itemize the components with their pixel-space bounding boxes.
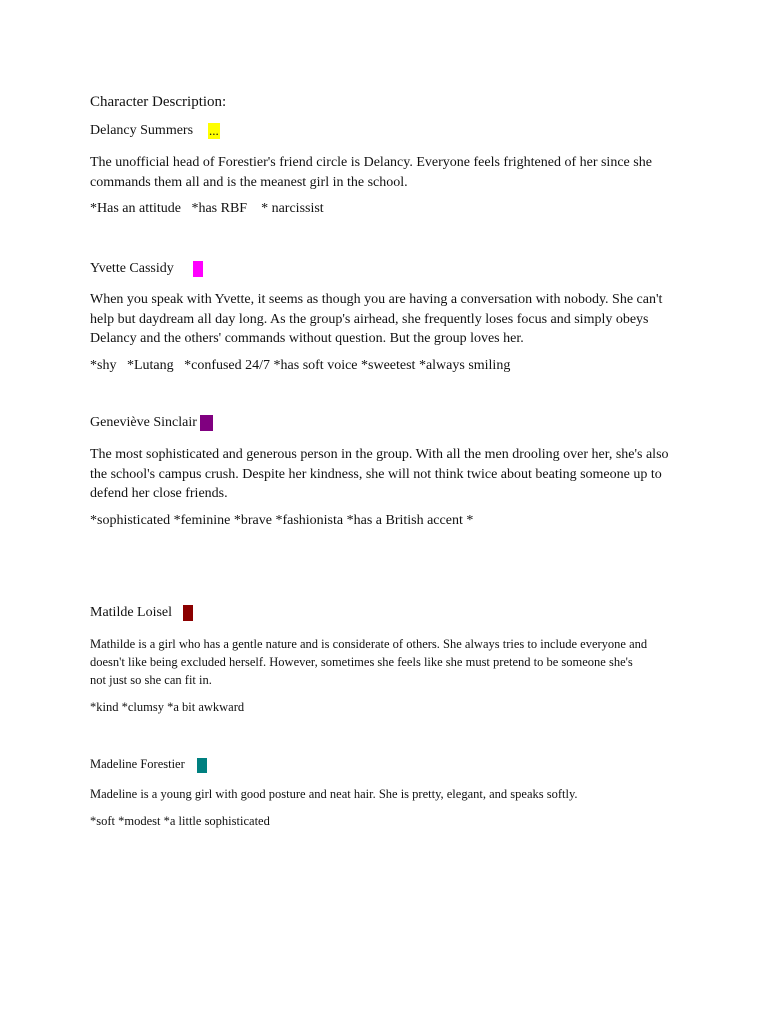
character-name-delancy: [90, 123, 220, 139]
description-line: not just so she can fit in.: [90, 673, 212, 687]
description-line: Madeline is a young girl with good posture and neat hair. She is pretty, elegant, and speaks softly.: [90, 787, 578, 801]
yellow-color-marker: ...: [209, 123, 219, 138]
character-name-label: Madeline Forestier: [90, 757, 185, 771]
character-description-matilde: [90, 635, 690, 689]
description-line: defend her close friends.: [90, 486, 228, 501]
description-line: help but daydream all day long. As the group's airhead, she frequently loses focus and simply obeys: [90, 311, 649, 327]
character-name-matilde: [90, 605, 193, 621]
purple-color-marker: [200, 415, 213, 431]
character-name-label: Geneviève Sinclair: [90, 415, 197, 431]
magenta-color-marker: [193, 261, 203, 277]
character-name-yvette: [90, 261, 203, 277]
character-description-delancy: [90, 153, 690, 192]
description-line: The most sophisticated and generous person in the group. With all the men drooling over her, she's also: [90, 447, 669, 462]
dark-red-color-marker: [183, 605, 193, 621]
character-name-madeline: [90, 757, 207, 773]
description-line: the school's campus crush. Despite her kindness, she will not think twice about beating someone up to: [90, 466, 662, 482]
character-description-genevieve: [90, 445, 690, 504]
page-title: Character Description:: [90, 94, 227, 110]
description-line: doesn't like being excluded herself. However, sometimes she feels like she must pretend to be someone she's: [90, 655, 633, 669]
description-line: Delancy and the others' commands without question. But the group loves her.: [90, 331, 524, 346]
teal-color-marker: [197, 758, 207, 773]
description-line: Mathilde is a girl who has a gentle nature and is considerate of others. She always tries to include everyone and: [90, 637, 648, 651]
character-traits-delancy: *Has an attitude *has RBF * narcissist: [90, 201, 324, 216]
character-name-label: Delancy Summers: [90, 123, 194, 139]
description-line: The unofficial head of Forestier's friend circle is Delancy. Everyone feels frightened of her since she: [90, 155, 652, 170]
description-line: commands them all and is the meanest girl in the school.: [90, 174, 408, 190]
character-description-madeline: [90, 785, 690, 803]
character-traits-genevieve: *sophisticated *feminine *brave *fashionista *has a British accent *: [90, 513, 474, 528]
character-traits-yvette: *shy *Lutang *confused 24/7 *has soft voice *sweetest *always smiling: [90, 358, 511, 373]
character-name-label: Matilde Loisel: [90, 605, 173, 621]
character-traits-matilde: *kind *clumsy *a bit awkward: [90, 700, 245, 714]
character-name-label: Yvette Cassidy: [90, 261, 174, 277]
character-traits-madeline: *soft *modest *a little sophisticated: [90, 814, 270, 828]
character-name-genevieve: [90, 415, 213, 431]
description-line: When you speak with Yvette, it seems as though you are having a conversation with nobody. She can't: [90, 292, 663, 307]
character-description-yvette: [90, 290, 690, 349]
